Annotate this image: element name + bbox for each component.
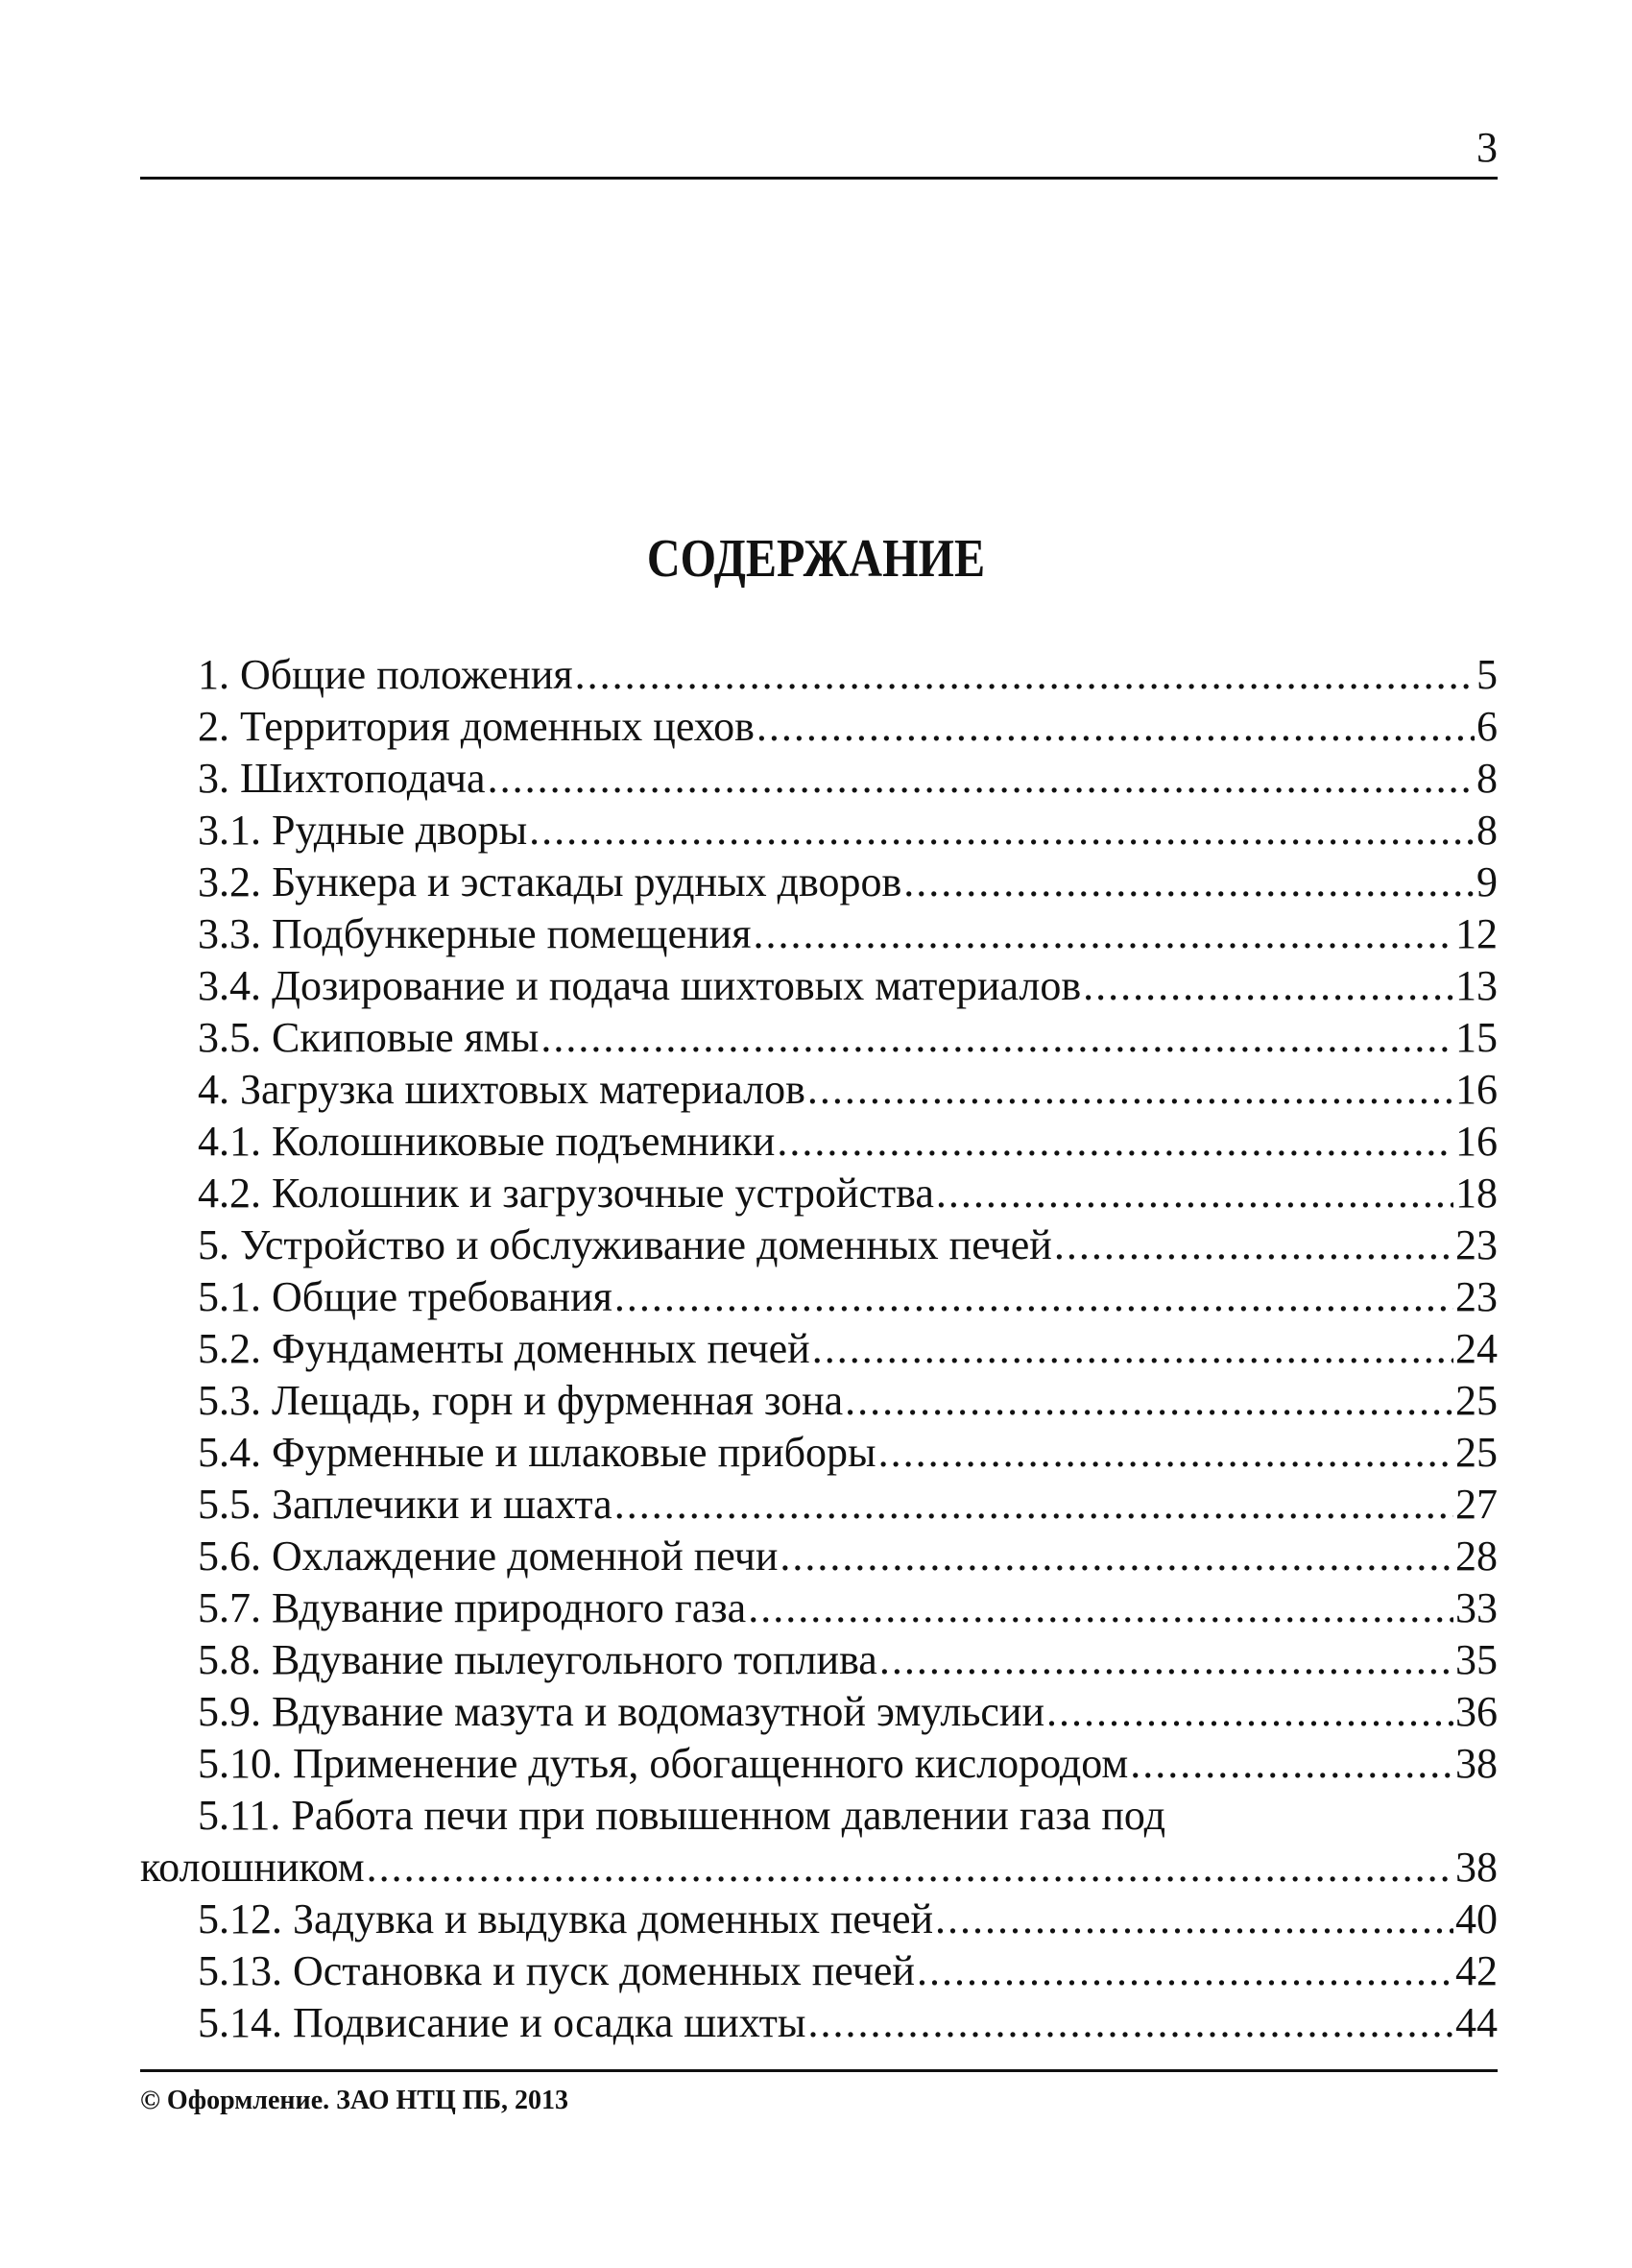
dot-leader [935, 1894, 1453, 1945]
toc-entry-label-line2: колошником [140, 1844, 365, 1891]
toc-entry[interactable] [140, 1531, 1498, 1582]
toc-entry-label: 5.5. Заплечики и шахта [198, 1481, 612, 1528]
toc-entry-page: 35 [1455, 1636, 1498, 1683]
dot-leader [917, 1945, 1453, 1997]
toc-entry-label: 3.5. Скиповые ямы [198, 1014, 540, 1061]
dot-leader [367, 1842, 1453, 1894]
dot-leader [903, 857, 1475, 908]
dot-leader [812, 1323, 1453, 1375]
toc-entry[interactable] [140, 1116, 1498, 1168]
toc-entry-page: 13 [1455, 962, 1498, 1009]
toc-entry-label: 5.7. Вдувание природного газа [198, 1584, 747, 1631]
toc-entry-label: 5.6. Охлаждение доменной печи [198, 1532, 779, 1580]
toc-entry[interactable] [140, 1219, 1498, 1271]
toc-entry-label: 5.9. Вдувание мазута и водомазутной эмульсии [198, 1688, 1045, 1735]
header-rule [140, 177, 1498, 180]
toc-entry[interactable] [140, 1997, 1498, 2049]
toc-entry-page: 42 [1455, 1947, 1498, 1994]
toc-entry[interactable] [140, 857, 1498, 908]
toc-entry[interactable] [140, 1479, 1498, 1531]
toc-entry-label: 4.2. Колошник и загрузочные устройства [198, 1170, 934, 1217]
toc-entry-label: 5.4. Фурменные и шлаковые приборы [198, 1429, 876, 1476]
dot-leader [777, 1116, 1453, 1168]
toc-entry-page: 38 [1455, 1740, 1498, 1787]
dot-leader [614, 1479, 1453, 1531]
toc-entry-label: 1. Общие положения [198, 651, 573, 698]
toc-entry-label: 3.3. Подбункерные помещения [198, 910, 752, 957]
toc-entry-page: 44 [1455, 1999, 1498, 2046]
toc-entry[interactable] [140, 1323, 1498, 1375]
toc-entry[interactable] [140, 1634, 1498, 1686]
toc-entry[interactable] [140, 1894, 1498, 1945]
dot-leader [614, 1271, 1453, 1323]
toc-entry[interactable] [140, 908, 1498, 960]
dot-leader [936, 1168, 1453, 1219]
dot-leader [575, 649, 1475, 701]
toc-entry-label: 5.8. Вдувание пылеугольного топлива [198, 1636, 877, 1683]
dot-leader [878, 1427, 1453, 1479]
toc-entry[interactable] [140, 649, 1498, 701]
toc-entry-label: 5.12. Задувка и выдувка доменных печей [198, 1895, 934, 1942]
toc-entry-page: 12 [1455, 910, 1498, 957]
toc-entry-page: 23 [1455, 1221, 1498, 1268]
toc-entry-label: 5.14. Подвисание и осадка шихты [198, 1999, 806, 2046]
toc-entry-label-line1: 5.11. Работа печи при повышенном давлении газа под [198, 1792, 1166, 1839]
dot-leader [1046, 1686, 1453, 1738]
toc-entry-page: 16 [1455, 1066, 1498, 1113]
table-of-contents [140, 649, 1498, 2049]
toc-entry[interactable] [140, 960, 1498, 1012]
toc-entry-page: 24 [1455, 1325, 1498, 1372]
toc-entry-page: 40 [1455, 1895, 1498, 1942]
toc-entry-label: 5.1. Общие требования [198, 1273, 612, 1320]
dot-leader [879, 1634, 1453, 1686]
toc-entry-page: 36 [1455, 1688, 1498, 1735]
toc-entry-page: 38 [1455, 1844, 1498, 1891]
toc-entry[interactable] [140, 1375, 1498, 1427]
toc-entry[interactable] [140, 1842, 1498, 1894]
dot-leader [756, 701, 1475, 753]
toc-entry-page: 9 [1476, 858, 1498, 905]
toc-entry-page: 25 [1455, 1377, 1498, 1424]
toc-entry-label: 5.3. Лещадь, горн и фурменная зона [198, 1377, 844, 1424]
dot-leader [780, 1531, 1453, 1582]
toc-entry-page: 33 [1455, 1584, 1498, 1631]
toc-entry[interactable] [140, 701, 1498, 753]
copyright-footer: © Оформление. ЗАО НТЦ ПБ, 2013 [140, 2086, 569, 2115]
toc-entry[interactable] [140, 1738, 1498, 1790]
toc-entry-page: 16 [1455, 1118, 1498, 1165]
toc-entry[interactable] [140, 1945, 1498, 1997]
toc-entry-label: 3. Шихтоподача [198, 755, 486, 802]
toc-entry[interactable] [140, 1064, 1498, 1116]
dot-leader [529, 805, 1475, 857]
dot-leader [540, 1012, 1453, 1064]
dot-leader [845, 1375, 1453, 1427]
toc-entry-page: 23 [1455, 1273, 1498, 1320]
dot-leader [1083, 960, 1453, 1012]
dot-leader [753, 908, 1453, 960]
toc-entry-label: 2. Территория доменных цехов [198, 703, 755, 750]
toc-entry[interactable] [140, 805, 1498, 857]
page-title: СОДЕРЖАНИЕ [646, 529, 986, 589]
toc-entry[interactable] [140, 1012, 1498, 1064]
toc-entry-label: 5. Устройство и обслуживание доменных печей [198, 1221, 1052, 1268]
toc-entry-page: 6 [1476, 703, 1498, 750]
toc-entry-page: 28 [1455, 1532, 1498, 1580]
toc-entry[interactable] [140, 1168, 1498, 1219]
toc-entry-page: 25 [1455, 1429, 1498, 1476]
toc-entry[interactable] [140, 753, 1498, 805]
toc-entry-label: 3.2. Бункера и эстакады рудных дворов [198, 858, 902, 905]
toc-entry-label: 5.10. Применение дутья, обогащенного кислородом [198, 1740, 1129, 1787]
toc-entry-label: 5.2. Фундаменты доменных печей [198, 1325, 810, 1372]
dot-leader [488, 753, 1475, 805]
dot-leader [748, 1582, 1453, 1634]
toc-entry[interactable] [140, 1427, 1498, 1479]
toc-entry-page: 27 [1455, 1481, 1498, 1528]
toc-entry[interactable] [140, 1582, 1498, 1634]
toc-entry-label: 3.4. Дозирование и подача шихтовых материалов [198, 962, 1082, 1009]
toc-entry[interactable] [140, 1686, 1498, 1738]
toc-entry-label: 3.1. Рудные дворы [198, 807, 528, 854]
dot-leader [1130, 1738, 1453, 1790]
toc-entry-label: 4.1. Колошниковые подъемники [198, 1118, 776, 1165]
dot-leader [1054, 1219, 1453, 1271]
toc-entry-page: 15 [1455, 1014, 1498, 1061]
toc-entry-page: 8 [1476, 755, 1498, 802]
dot-leader [807, 1064, 1453, 1116]
toc-entry[interactable] [140, 1271, 1498, 1323]
toc-entry-page: 18 [1455, 1170, 1498, 1217]
toc-entry-label: 5.13. Остановка и пуск доменных печей [198, 1947, 915, 1994]
toc-entry-page: 8 [1476, 807, 1498, 854]
dot-leader [807, 1997, 1453, 2049]
toc-entry-label: 4. Загрузка шихтовых материалов [198, 1066, 805, 1113]
page-number: 3 [1476, 124, 1498, 171]
footer-rule [140, 2069, 1498, 2072]
toc-entry-page: 5 [1476, 651, 1498, 698]
